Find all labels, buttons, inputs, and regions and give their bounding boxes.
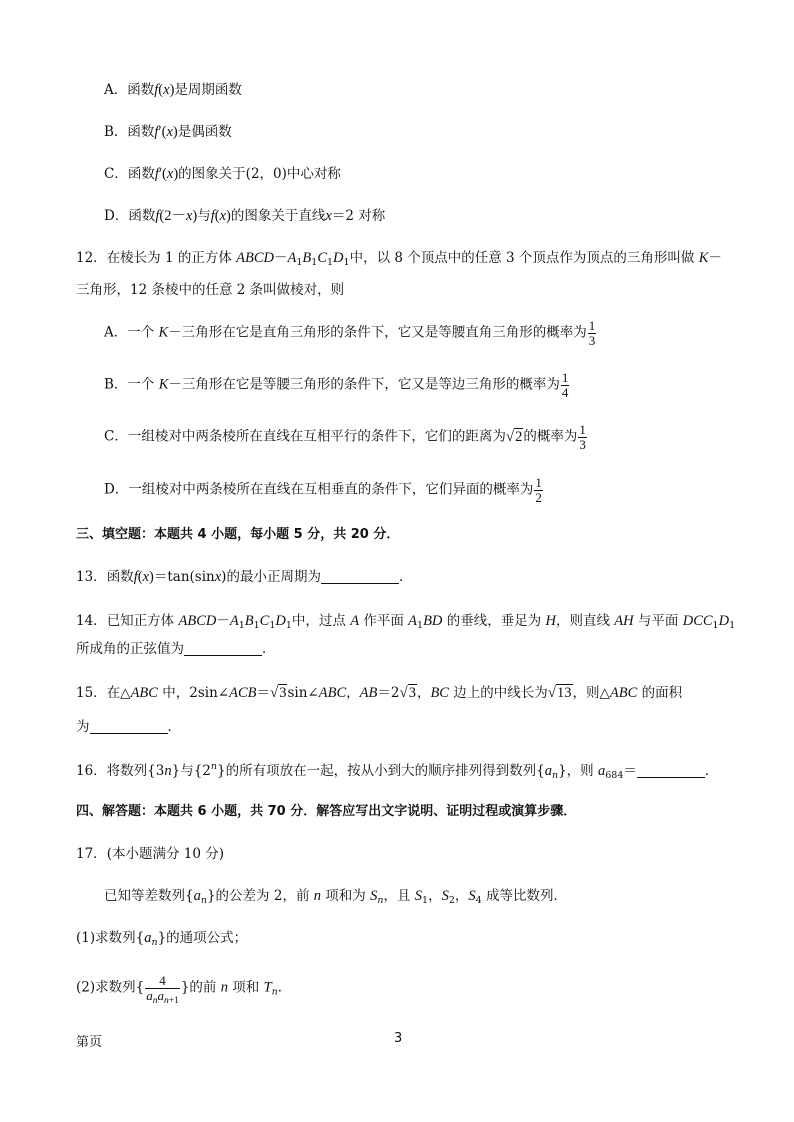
q17-stem: 已知等差数列$\{a_n\}$的公差为 2，前 n 项和为 $S_n$，且 $S_1$，$S_2$，$S_4$ 成等比数列．	[104, 888, 567, 906]
fraction: $\frac{1}{4}$	[561, 370, 569, 400]
option-label: A．	[104, 82, 128, 98]
section-3-heading: 三、填空题：本题共 4 小题，每小题 5 分，共 20 分．	[76, 527, 400, 542]
section-4-heading: 四、解答题：本题共 6 小题，共 70 分．解答应写出文字说明、证明过程或演算步骤．	[76, 804, 577, 819]
sqrt: √3	[399, 685, 416, 701]
option-label: B．	[104, 124, 128, 140]
answer-blank[interactable]	[184, 641, 262, 656]
q16: 16．将数列{3n}与{2$^n$}的所有项放在一起，按从小到大的顺序排列得到数列$\{a_n\}$，则 $a_{684}=$ ．	[76, 761, 719, 781]
footer-label: 第页	[76, 1035, 103, 1050]
fraction: $\frac{1}{3}$	[588, 318, 596, 348]
option-label: C．	[104, 166, 128, 182]
page-number: 3	[394, 1031, 403, 1046]
q17-header: 17．(本小题满分 10 分)	[76, 846, 224, 862]
q13: 13．函数f(x)＝tan(sinx)的最小正周期为 ．	[76, 569, 413, 585]
q17-part2: (2)求数列{ $\frac{4}{a_na_{n+1}}$ }的前 n 项和 $T_n$．	[76, 973, 292, 1006]
q15-line1: 15．在△ABC 中，2sin∠ACB＝√3sin∠ABC，AB＝2√3，BC 边上的中线长为√13，则△ABC 的面积	[76, 685, 683, 701]
fraction: $\frac{1}{3}$	[579, 422, 586, 452]
question-number: 12．	[76, 250, 107, 266]
fraction: $\frac{1}{2}$	[535, 475, 542, 505]
q11-option-a: A．函数f(x)是周期函数	[104, 82, 242, 98]
q14-line2: 所成角的正弦值为 ．	[76, 641, 276, 657]
q12-option-a: A．一个 K－三角形在它是直角三角形的条件下，它又是等腰直角三角形的概率为 $\frac{1}{3}$	[104, 318, 596, 348]
answer-blank[interactable]	[637, 763, 705, 778]
q14-line1: 14．已知正方体 $ABCD-A_1B_1C_1D_1$中，过点 A 作平面 $A_1BD$ 的垂线，垂足为 H，则直线 AH 与平面 $DCC_1D_1$	[76, 613, 736, 631]
q12-stem-line2: 三角形，12 条棱中的任意 2 条叫做棱对，则	[76, 282, 345, 298]
sqrt: √2	[505, 428, 523, 445]
answer-blank[interactable]	[90, 719, 168, 734]
q15-line2: 为 ．	[76, 719, 181, 735]
q12-option-d: D．一组棱对中两条棱所在直线在互相垂直的条件下，它们异面的概率为 $\frac{1}{2}$	[104, 475, 542, 505]
q12-option-c: C．一组棱对中两条棱所在直线在互相平行的条件下，它们的距离为√2的概率为 $\frac{1}{3}$	[104, 422, 586, 452]
q12-stem-line1: 12．在棱长为 1 的正方体 $ABCD-A_1B_1C_1D_1$中，以 8 个顶点中的任意 3 个顶点作为顶点的三角形叫做 K－	[76, 250, 722, 268]
fraction: $\frac{4}{a_na_{n+1}}$	[146, 973, 179, 1006]
sqrt: √3	[270, 685, 287, 701]
q12-option-b: B．一个 K－三角形在它是等腰三角形的条件下，它又是等边三角形的概率为 $\frac{1}{4}$	[104, 370, 569, 400]
option-label: D．	[104, 208, 129, 224]
q11-option-b: B．函数f′(x)是偶函数	[104, 124, 232, 140]
answer-blank[interactable]	[321, 569, 399, 584]
q17-part1: (1)求数列$\{a_n\}$的通项公式；	[76, 930, 248, 948]
q11-option-d: D．函数f(2－x)与f(x)的图象关于直线x＝2 对称	[104, 208, 386, 224]
sqrt: √13	[547, 685, 572, 701]
q11-option-c: C．函数f′(x)的图象关于(2，0)中心对称	[104, 166, 341, 182]
